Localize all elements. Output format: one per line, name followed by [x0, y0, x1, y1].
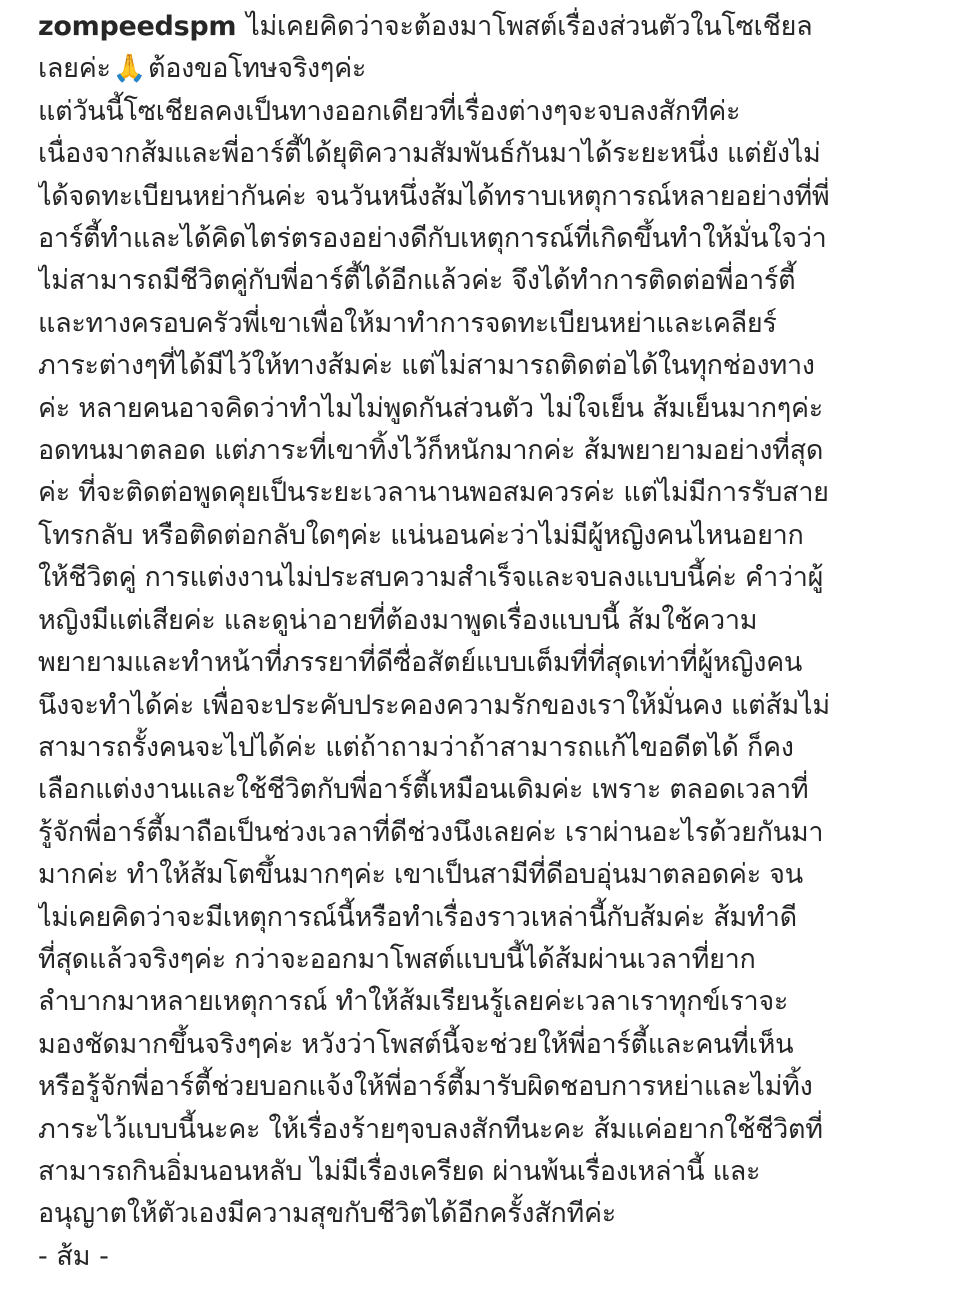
signature: - ส้ม -	[38, 1240, 109, 1272]
caption-line: ได้จดทะเบียนหย่ากันค่ะ จนวันหนึ่งส้มได้ทราบเหตุการณ์หลายอย่างที่พี่	[38, 180, 830, 212]
caption-line: โทรกลับ หรือติดต่อกลับใดๆค่ะ แน่นอนค่ะว่าไม่มีผู้หญิงคนไหนอยาก	[38, 519, 804, 551]
caption-line: เลือกแต่งงานและใช้ชีวิตกับพี่อาร์ตี้เหมือนเดิมค่ะ เพราะ ตลอดเวลาที่	[38, 774, 809, 806]
caption-line: ลำบากมาหลายเหตุการณ์ ทำให้ส้มเรียนรู้เลยค่ะเวลาเราทุกข์เราจะ	[38, 986, 789, 1018]
caption-line: ที่สุดแล้วจริงๆค่ะ กว่าจะออกมาโพสต์แบบนี้ได้ส้มผ่านเวลาที่ยาก	[38, 943, 756, 975]
caption-line: มองชัดมากขึ้นจริงๆค่ะ หวังว่าโพสต์นี้จะช่วยให้พี่อาร์ตี้และคนที่เห็น	[38, 1028, 794, 1060]
caption-line: สามารถรั้งคนจะไปได้ค่ะ แต่ถ้าถามว่าถ้าสามารถแก้ไขอดีตได้ ก็คง	[38, 731, 794, 763]
caption-line: หรือรู้จักพี่อาร์ตี้ช่วยบอกแจ้งให้พี่อาร์ตี้มารับผิดชอบการหย่าและไม่ทิ้ง	[38, 1071, 813, 1103]
caption-line: และทางครอบครัวพี่เขาเพื่อให้มาทำการจดทะเบียนหย่าและเคลียร์	[38, 307, 777, 339]
caption-line: รู้จักพี่อาร์ตี้มาถือเป็นช่วงเวลาที่ดีช่วงนึงเลยค่ะ เราผ่านอะไรด้วยกันมา	[38, 816, 824, 848]
caption-text: ไม่เคยคิดว่าจะต้องมาโพสต์เรื่องส่วนตัวในโซเชียล	[246, 11, 813, 42]
caption-line: อดทนมาตลอด แต่ภาระที่เขาทิ้งไว้ก็หนักมากค่ะ ส้มพยายามอย่างที่สุด	[38, 435, 824, 467]
caption-text: เลยค่ะ	[38, 53, 111, 85]
caption-line: หญิงมีแต่เสียค่ะ และดูน่าอายที่ต้องมาพูดเรื่องแบบนี้ ส้มใช้ความ	[38, 604, 758, 636]
caption-line: พยายามและทำหน้าที่ภรรยาที่ดีซื่อสัตย์แบบเต็มที่ที่สุดเท่าที่ผู้หญิงคน	[38, 647, 803, 679]
caption-line: ให้ชีวิตคู่ การแต่งงานไม่ประสบความสำเร็จและจบลงแบบนี้ค่ะ คำว่าผู้	[38, 562, 824, 594]
caption-line: แต่วันนี้โซเชียลคงเป็นทางออกเดียวที่เรื่องต่างๆจะจบลงสักทีค่ะ	[38, 95, 741, 127]
caption-text: ต้องขอโทษจริงๆค่ะ	[148, 53, 367, 85]
caption-line: สามารถกินอิ่มนอนหลับ ไม่มีเรื่องเครียด ผ่านพ้นเรื่องเหล่านี้ และ	[38, 1155, 761, 1187]
caption-line: ภาระต่างๆที่ได้มีไว้ให้ทางส้มค่ะ แต่ไม่สามารถติดต่อได้ในทุกช่องทาง	[38, 350, 815, 382]
username-link[interactable]: zompeedspm	[38, 11, 237, 42]
caption-line-2	[38, 48, 959, 90]
caption-line: ค่ะ หลายคนอาจคิดว่าทำไมไม่พูดกันส่วนตัว ไม่ใจเย็น ส้มเย็นมากๆค่ะ	[38, 392, 823, 424]
caption-line: นึงจะทำได้ค่ะ เพื่อจะประคับประคองความรักของเราให้มั่นคง แต่ส้มไม่	[38, 689, 830, 721]
caption-line: เนื่องจากส้มและพี่อาร์ตี้ได้ยุติความสัมพันธ์กันมาได้ระยะหนึ่ง แต่ยังไม่	[38, 138, 821, 170]
folded-hands-icon: 🙏	[112, 53, 146, 85]
caption-line: ภาระไว้แบบนี้นะคะ ให้เรื่องร้ายๆจบลงสักทีนะคะ ส้มแค่อยากใช้ชีวิตที่	[38, 1113, 823, 1145]
caption-line: อนุญาตให้ตัวเองมีความสุขกับชีวิตได้อีกครั้งสักทีค่ะ	[38, 1198, 616, 1230]
caption-line: ไม่เคยคิดว่าจะมีเหตุการณ์นี้หรือทำเรื่องราวเหล่านี้กับส้มค่ะ ส้มทำดี	[38, 901, 797, 933]
caption-line: อาร์ตี้ทำและได้คิดไตร่ตรองอย่างดีกับเหตุการณ์ที่เกิดขึ้นทำให้มั่นใจว่า	[38, 223, 827, 255]
caption-line: ไม่สามารถมีชีวิตคู่กับพี่อาร์ตี้ได้อีกแล้วค่ะ จึงได้ทำการติดต่อพี่อาร์ตี้	[38, 265, 796, 297]
caption-line: ค่ะ ที่จะติดต่อพูดคุยเป็นระยะเวลานานพอสมควรค่ะ แต่ไม่มีการรับสาย	[38, 477, 829, 509]
caption-line-1	[38, 6, 959, 48]
caption-line: มากค่ะ ทำให้ส้มโตขึ้นมากๆค่ะ เขาเป็นสามีที่ดีอบอุ่นมาตลอดค่ะ จน	[38, 859, 803, 891]
